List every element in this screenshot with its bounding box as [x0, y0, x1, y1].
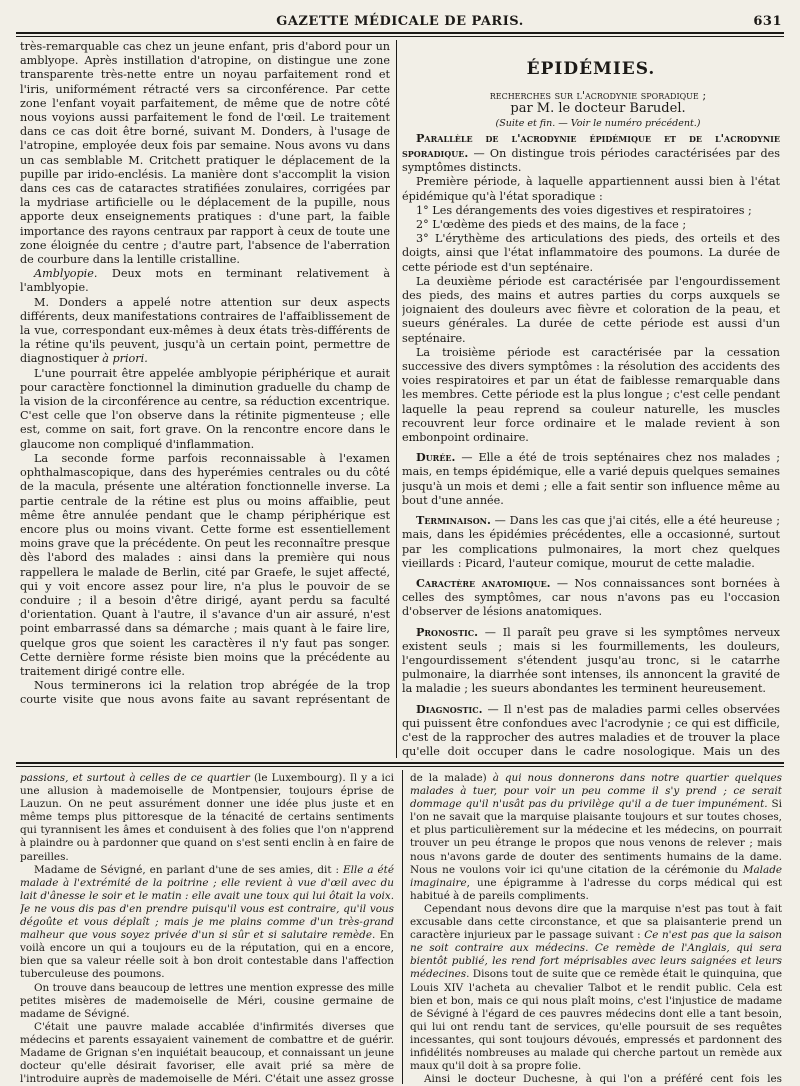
- feuilleton-right-column: [410, 772, 782, 1084]
- paragraph: L'une pourrait être appelée amblyopie périphérique et aurait pour caractère fonctionnel la diminution graduelle du champ de la vision de la circonférence au centre, sa réduction excentrique. C'est celle que l'on observe dans la rétinite pigmenteuse ; elle est, comme on sait, fort grave. On la rencontre encore dans le glaucome non compliqué d'inflammation.: [20, 366, 390, 451]
- paragraph: [402, 513, 780, 571]
- paragraph: [402, 702, 780, 760]
- page-number: 631: [753, 14, 782, 29]
- paragraph-text: Madame de Sévigné, en parlant d'une de ses amies, dit :: [34, 863, 343, 876]
- list-item: 2° L'œdème des pieds et des mains, de la face ;: [416, 218, 687, 232]
- subheading-terminaison: Terminaison.: [416, 513, 491, 528]
- paragraph: [402, 576, 780, 620]
- feuilleton-rule: [16, 762, 784, 764]
- paragraph: Nous terminerons ici la relation trop abrégée de la trop courte visite que nous avons faite au savant représentant de: [20, 679, 390, 707]
- paragraph-text: — On distingue trois périodes caractérisées par des symptômes distincts.: [402, 147, 780, 175]
- paragraph-text: — Elle a été de trois septénaires chez nos malades ; mais, en temps épidémique, elle a varié depuis quelques semaines jusqu'à un mois et demi ; elle a fait sentir son influence même au bout d'une année.: [402, 451, 780, 507]
- paragraph: [402, 450, 780, 508]
- paragraph: La deuxième période est caractérisée par l'engourdissement des pieds, des mains et autres parties du corps auxquels se joignaient des douleurs avec fièvre et coloration de la peau, et sueurs générales. La durée de cette période est aussi d'un septénaire.: [402, 274, 780, 345]
- paragraph: [402, 131, 780, 176]
- paragraph-text: — Dans les cas que j'ai cités, elle a été heureuse ; mais, dans les épidémies précédentes, elle a occasionné, surtout par les complications pulmonaires, la mort chez quelques vieillards : Picard, l'auteur comique, mourut de cette maladie.: [402, 514, 780, 570]
- paragraph: [410, 903, 782, 1073]
- paragraph-text: Disons tout de suite que ce remède était le quinquina, que Louis XIV l'acheta au chevalier Talbot et le rendit public. Cela est bien et bon, mais ce qui nous plaît moins, c'est l'injustice de madame de Sévigné à l'égard de ces pauvres médecins dont elle a tant besoin, qui lui ont rendu tant de services, qu'elle poursuit de ses requêtes incessantes, qui sont toujours dévoués, empressés et pardonnent des infidélités nombreuses au malade qui cherche partout un remède aux maux qu'il doit à sa propre folie.: [410, 968, 782, 1073]
- paragraph-text: Cependant nous devons dire que la marquise n'est pas tout à fait excusable dans cette circonstance, et que sa plaisanterie prend un caractère injurieux par le passage suivant :: [410, 902, 782, 942]
- paragraph: [20, 267, 390, 295]
- paragraph-text: — Nos connaissances sont bornées à celles des symptômes, car nous n'avons pas eu l'occasion d'observer de lésions anatomiques.: [402, 576, 780, 619]
- feuilleton-left-column: [20, 772, 394, 1084]
- paragraph-text: de la malade): [410, 772, 493, 784]
- paragraph: [410, 1073, 782, 1084]
- section-title: ÉPIDÉMIES.: [526, 59, 656, 79]
- paragraph-text: En voilà encore un qui a toujours eu de la réputation, qui en a encore, bien que sa valeur réelle soit à bon droit contestable dans l'affection tuberculeuse des poumons.: [20, 929, 394, 981]
- paragraph: [20, 1021, 394, 1084]
- paragraph-text: — Il n'est pas de maladies parmi celles observées qui puissent être confondues avec l'acrodynie ; ce qui est difficile, c'est de la rapprocher des autres maladies et de trouver la place qu'elle doit occuper dans le cadre nosologique. Mais un des: [402, 702, 780, 759]
- paragraph: [20, 772, 394, 864]
- article-author: par M. le docteur Barudel.: [510, 101, 686, 117]
- paragraph-text: Deux mots en terminant relativement à l'amblyopie.: [20, 267, 390, 295]
- paragraph-text: C'était une pauvre malade accablée d'infirmités diverses que médecins et parents essayaient vainement de combattre et de guérir. Madame de Grignan s'en inquiétait beaucoup, et connaissant un jeune docteur qu'elle désirait favoriser, elle avait prié sa mère de l'introduire auprès de mademoiselle de Méri. C'était une assez grosse: [20, 1020, 394, 1084]
- paragraph: Première période, à laquelle appartiennent aussi bien à l'état épidémique qu'à l'état sporadique :: [402, 175, 780, 203]
- paragraph-text: , une épigramme à l'adresse du corps médical qui est habitué à de pareils compliments.: [410, 876, 782, 902]
- emphasis: à qui nous donnerons dans notre quartier quelques malades à tuer, pour voir un peu comme il s'y prend ; ce serait dommage qu'il n'usât pas du privilège qu'il a de tuer impunément.: [410, 772, 782, 811]
- subheading-duree: Durée.: [416, 450, 456, 465]
- paragraph: [20, 296, 390, 367]
- subheading-diagnostic: Diagnostic.: [416, 701, 483, 716]
- journal-title: GAZETTE MÉDICALE DE PARIS.: [276, 14, 524, 29]
- emphasis: Ce n'est pas que la saison ne soit contraire aux médecins. Ce remède de l'Anglais, qui sera bientôt publié, les rend fort méprisables avec leurs saignées et leurs médecines.: [410, 929, 782, 981]
- emphasis: à priori.: [102, 352, 148, 366]
- left-column: [20, 40, 390, 708]
- list-item: 1° Les dérangements des voies digestives et respiratoires ;: [416, 203, 752, 217]
- paragraph: La troisième période est caractérisée par la cessation successive des divers symptômes : la résolution des accidents des voies respiratoires et par un état de faiblesse remarquable dans les membres. Cette période est la plus longue ; c'est celle pendant laquelle la peau reprend sa couleur naturelle, les muscles recouvrent leur force ordinaire et le malade revient à son embonpoint ordinaire.: [402, 345, 780, 445]
- subheading-parallele: Parallèle de l'acrodynie épidémique et de l'acrodynie sporadique.: [402, 130, 780, 161]
- paragraph-text: M. Donders a appelé notre attention sur deux aspects différents, deux manifestations contraires de l'affaiblissement de la vue, correspondant eux-mêmes à deux états très-différents de la rétine qu'ils peuvent, jusqu'à un certain point, permettre de diagnostiquer: [20, 295, 390, 366]
- continuation-note: (Suite et fin. — Voir le numéro précédent.): [495, 117, 701, 129]
- emphasis: Malade imaginaire: [410, 863, 782, 889]
- paragraph: On trouve dans beaucoup de lettres une mention expresse des mille petites misères de mademoiselle de Méri, cousine germaine de madame de Sévigné.: [20, 981, 394, 1020]
- emphasis: Elle a été malade à l'extrémité de la poitrine ; elle revient à vue d'œil avec du lait d'ânesse le soir et le matin : elle avait une toux qui lui ôtait la voix. Je ne vous dis pas d'en prendre puisqu'il vous est contraire, qu'il vous dégoûte et vous déplaît ; mais je me plains comme d'un très-grand malheur que vous soyez privée d'un si sûr et si salutaire remède.: [20, 863, 394, 942]
- paragraph-text: Ainsi le docteur Duchesne, à qui l'on a préféré cent fois les: [424, 1073, 782, 1084]
- paragraph-text: (le Luxembourg). Il y a ici une allusion à mademoiselle de Montpensier, toujours éprise de Lauzun. On ne peut assurément donner une idée plus juste et en même temps plus pittoresque de la ténacité de certains sentiments qui tyrannisent les âmes et conduisent à des folies que l'on n'apprend à plaindre ou à pardonner que quand on s'est senti enclin à en faire de pareilles.: [20, 772, 394, 863]
- paragraph: La seconde forme parfois reconnaissable à l'examen ophthalmascopique, dans des hyperémies centrales ou du côté de la macula, présente une altération fonctionnelle inverse. La partie centrale de la rétine est plus ou moins affaiblie, peut même être annulée pendant que le champ périphérique est encore plus ou moins vivant. Cette forme est essentiellement moins grave que la précédente. On peut les reconnaître presque dès l'abord des malades : ainsi dans la première qui nous rappellera le malade de Berlin, cité par Graefe, le sujet affecté, qui y voit encore assez pour lire, n'a plus le pouvoir de se conduire ; il a besoin d'être dirigé, ayant perdu sa faculté d'orientation. Quant à l'autre, il s'avance d'un air assuré, n'est point embarrassé dans sa démarche ; mais quant à le faire lire, quelque gros que soient les caractères il n'y faut pas songer. Cette dernière forme résiste bien moins que la précédente au traitement dirigé contre elle.: [20, 451, 390, 678]
- paragraph: [410, 772, 782, 903]
- paragraph-text: Si l'on ne savait que la marquise plaisante toujours et sur toutes choses, et plus particulièrement sur la médecine et les médecins, on pourrait trouver un peu étrange le propos que nous venons de relever ; mais nous n'avons garde de douter des sentiments humains de la dame. Nous ne voulons voir ici qu'une citation de la cérémonie du: [410, 798, 782, 876]
- header-rule: [16, 32, 784, 34]
- paragraph: très-remarquable cas chez un jeune enfant, pris d'abord pour un amblyope. Après instillation d'atropine, on distingue une zone transparente très-nette entre un noyau parfaitement rond et l'iris, uniformément rétracté vers sa circonférence. Par cette zone l'enfant voyait parfaitement, de même que de notre côté nous voyions aussi parfaitement le fond de l'œil. Le traitement dans ce cas doit être borné, suivant M. Donders, à l'usage de l'atropine, employée deux fois par semaine. Nous avons vu dans un cas semblable M. Critchett pratiquer le déplacement de la pupille par irido-enclésis. La manière dont s'accomplit la vision dans ces cas de cataractes stratifiées zonulaires, corrigées par la mydriase artificielle ou le déplacement de la pupille, nous apporte deux enseignements pratiques : d'une part, la faible importance des rayons centraux par rapport à ceux de toute une zone éloignée du centre ; d'autre part, l'absence de l'aberration de courbure dans la lentille cristalline.: [20, 40, 390, 267]
- feuilleton-rule-thin: [16, 766, 784, 767]
- page-header: [18, 6, 782, 32]
- subheading-amblyopie: Amblyopie.: [34, 267, 98, 281]
- subheading-pronostic: Pronostic.: [416, 624, 479, 639]
- article-title: recherches sur l'acrodynie sporadique ;: [489, 88, 707, 103]
- header-rule-thin: [16, 36, 784, 37]
- subheading-caractere: Caractère anatomique.: [416, 575, 551, 590]
- paragraph: [20, 864, 394, 982]
- paragraph: [402, 625, 780, 697]
- right-column: [402, 40, 780, 760]
- paragraph-text: — Il paraît peu grave si les symptômes nerveux existent seuls ; mais si les fourmillements, les douleurs, l'engourdissement s'étendent jusqu'au tronc, si le catarrhe pulmonaire, la diarrhée sont intenses, ils annoncent la gravité de la maladie ; les sueurs abondantes les terminent heureusement.: [402, 625, 780, 696]
- list-item: 3° L'érythème des articulations des pieds, des orteils et des doigts, ainsi que l'état inflammatoire des poumons. La durée de cette période est d'un septénaire.: [402, 232, 780, 274]
- column-divider: [396, 40, 397, 758]
- emphasis: passions, et surtout à celles de ce quartier: [20, 772, 250, 784]
- feuilleton-column-divider: [402, 770, 403, 1084]
